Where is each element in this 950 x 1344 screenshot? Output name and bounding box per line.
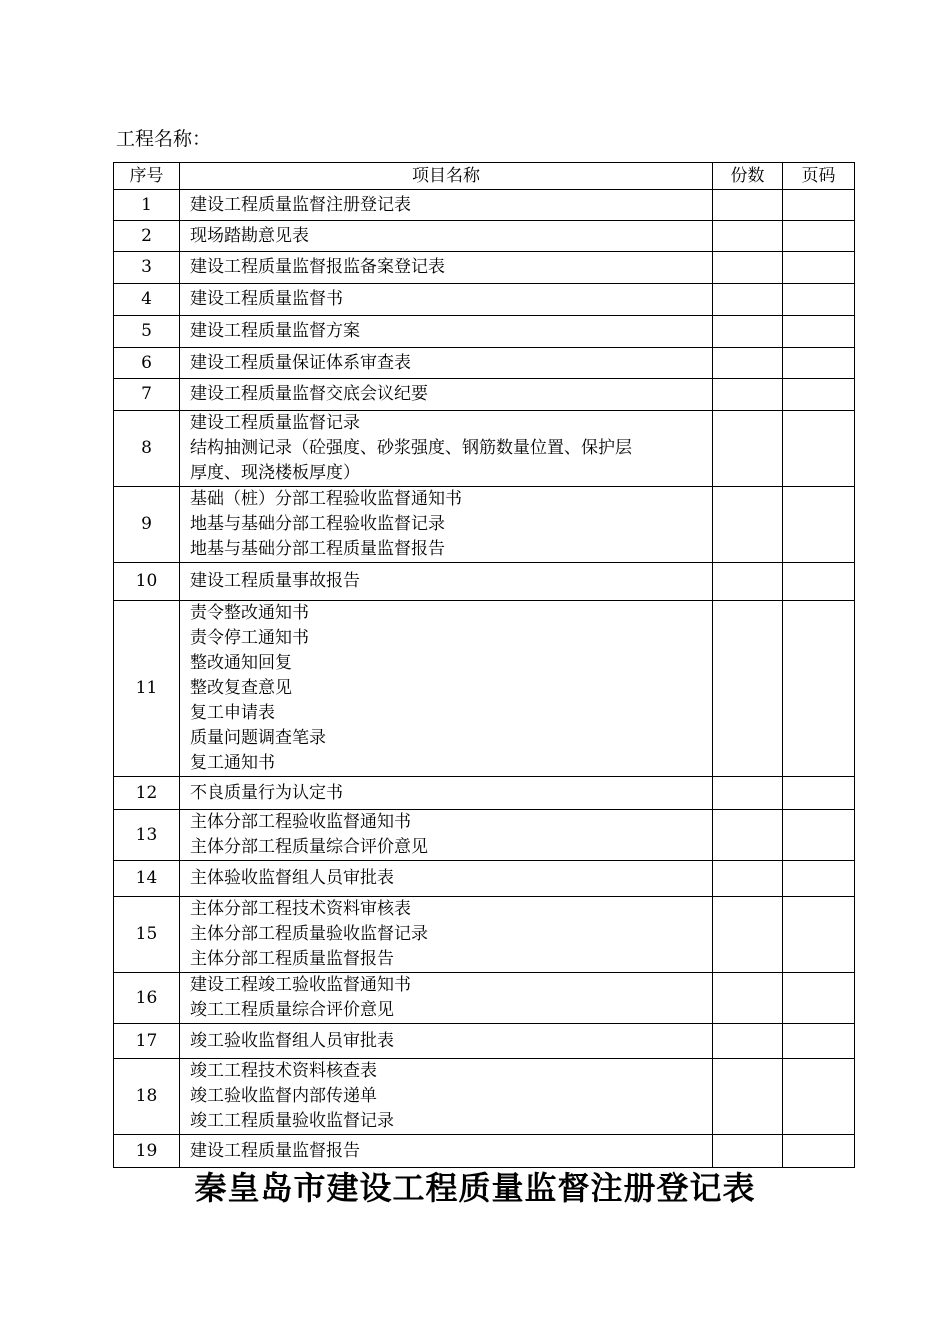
item-name-line: 主体分部工程验收监督通知书 (190, 812, 411, 832)
table-row (114, 411, 855, 487)
row-copies-cell (713, 379, 783, 411)
table-row (114, 861, 855, 897)
row-item-name (180, 973, 713, 1024)
row-page-number-cell (783, 810, 855, 861)
item-name-line: 现场踏勘意见表 (190, 225, 309, 246)
header-serial-number: 序号 (114, 163, 180, 190)
row-serial-number: 8 (114, 411, 180, 487)
row-item-name (180, 348, 713, 379)
row-serial-number: 16 (114, 973, 180, 1024)
table-row (114, 897, 855, 973)
row-item-name (180, 810, 713, 861)
row-copies-cell (713, 861, 783, 897)
row-page-number-cell (783, 190, 855, 221)
table-row (114, 1059, 855, 1135)
item-name-line: 竣工工程质量综合评价意见 (190, 1000, 394, 1020)
row-copies-cell (713, 973, 783, 1024)
table-row (114, 487, 855, 563)
item-name-line: 建设工程质量监督方案 (190, 321, 360, 341)
row-serial-number: 18 (114, 1059, 180, 1135)
row-page-number-cell (783, 897, 855, 973)
row-copies-cell (713, 252, 783, 284)
item-name-line: 整改通知回复 (190, 653, 292, 673)
row-item-name (180, 1135, 713, 1168)
table-body (114, 190, 855, 1168)
row-copies-cell (713, 1059, 783, 1135)
row-item-name (180, 379, 713, 411)
row-copies-cell (713, 348, 783, 379)
row-serial-number: 5 (114, 316, 180, 348)
row-copies-cell (713, 1135, 783, 1168)
row-copies-cell (713, 316, 783, 348)
row-copies-cell (713, 897, 783, 973)
row-serial-number: 17 (114, 1024, 180, 1059)
table-row (114, 379, 855, 411)
table-row (114, 348, 855, 379)
row-serial-number: 7 (114, 379, 180, 411)
table-row (114, 563, 855, 601)
row-item-name (180, 252, 713, 284)
row-page-number-cell (783, 316, 855, 348)
item-name-line: 竣工验收监督内部传递单 (190, 1086, 377, 1106)
item-name-line: 竣工验收监督组人员审批表 (190, 1030, 394, 1051)
row-item-name (180, 1059, 713, 1135)
row-item-name (180, 897, 713, 973)
item-name-line: 结构抽测记录（砼强度、砂浆强度、钢筋数量位置、保护层 (190, 438, 632, 458)
row-copies-cell (713, 777, 783, 810)
row-page-number-cell (783, 861, 855, 897)
row-item-name (180, 411, 713, 487)
item-name-line: 建设工程质量监督报告 (190, 1140, 360, 1161)
row-serial-number: 15 (114, 897, 180, 973)
row-item-name (180, 777, 713, 810)
row-page-number-cell (783, 487, 855, 563)
item-name-line: 主体分部工程质量监督报告 (190, 949, 394, 969)
row-serial-number: 13 (114, 810, 180, 861)
row-page-number-cell (783, 601, 855, 777)
item-name-line: 复工申请表 (190, 703, 275, 723)
row-serial-number: 11 (114, 601, 180, 777)
row-page-number-cell (783, 221, 855, 252)
table-row (114, 1135, 855, 1168)
row-page-number-cell (783, 411, 855, 487)
header-item-name: 项目名称 (180, 163, 713, 190)
table-header-row (114, 163, 855, 190)
item-name-line: 主体分部工程质量验收监督记录 (190, 924, 428, 944)
row-page-number-cell (783, 284, 855, 316)
item-name-line: 建设工程质量监督记录 (190, 413, 360, 433)
project-name-label: 工程名称： (116, 128, 212, 150)
row-copies-cell (713, 810, 783, 861)
row-copies-cell (713, 1024, 783, 1059)
item-name-line: 责令整改通知书 (190, 603, 309, 623)
item-name-line: 复工通知书 (190, 753, 275, 773)
header-copies: 份数 (713, 163, 783, 190)
item-name-line: 责令停工通知书 (190, 628, 309, 648)
item-name-line: 基础（桩）分部工程验收监督通知书 (190, 489, 462, 509)
row-page-number-cell (783, 1059, 855, 1135)
row-item-name (180, 221, 713, 252)
row-copies-cell (713, 284, 783, 316)
table-row (114, 221, 855, 252)
item-name-line: 竣工工程技术资料核查表 (190, 1061, 377, 1081)
table-row (114, 252, 855, 284)
document-index-table (113, 162, 855, 1168)
table-row (114, 1024, 855, 1059)
row-page-number-cell (783, 252, 855, 284)
table-row (114, 601, 855, 777)
row-page-number-cell (783, 1024, 855, 1059)
row-page-number-cell (783, 973, 855, 1024)
table-row (114, 973, 855, 1024)
table-row (114, 777, 855, 810)
table-row (114, 316, 855, 348)
row-page-number-cell (783, 379, 855, 411)
row-serial-number: 3 (114, 252, 180, 284)
row-page-number-cell (783, 348, 855, 379)
row-serial-number: 2 (114, 221, 180, 252)
row-item-name (180, 563, 713, 601)
row-copies-cell (713, 221, 783, 252)
row-copies-cell (713, 487, 783, 563)
table-row (114, 810, 855, 861)
row-item-name (180, 601, 713, 777)
row-serial-number: 19 (114, 1135, 180, 1168)
header-page-number: 页码 (783, 163, 855, 190)
row-serial-number: 9 (114, 487, 180, 563)
table-row (114, 284, 855, 316)
document-title: 秦皇岛市建设工程质量监督注册登记表 (194, 1169, 756, 1207)
item-name-line: 竣工工程质量验收监督记录 (190, 1111, 394, 1131)
row-serial-number: 1 (114, 190, 180, 221)
row-item-name (180, 861, 713, 897)
row-item-name (180, 1024, 713, 1059)
item-name-line: 厚度、现浇楼板厚度） (190, 463, 360, 483)
item-name-line: 质量问题调查笔录 (190, 728, 326, 748)
row-page-number-cell (783, 777, 855, 810)
row-copies-cell (713, 601, 783, 777)
row-item-name (180, 284, 713, 316)
row-serial-number: 6 (114, 348, 180, 379)
item-name-line: 建设工程质量监督书 (190, 289, 343, 309)
row-serial-number: 14 (114, 861, 180, 897)
row-serial-number: 10 (114, 563, 180, 601)
item-name-line: 建设工程质量事故报告 (190, 571, 360, 591)
item-name-line: 建设工程质量监督注册登记表 (190, 194, 411, 215)
item-name-line: 建设工程竣工验收监督通知书 (190, 975, 411, 995)
row-item-name (180, 316, 713, 348)
row-page-number-cell (783, 1135, 855, 1168)
item-name-line: 建设工程质量监督交底会议纪要 (190, 384, 428, 404)
row-page-number-cell (783, 563, 855, 601)
item-name-line: 主体分部工程质量综合评价意见 (190, 837, 428, 857)
row-item-name (180, 487, 713, 563)
item-name-line: 建设工程质量监督报监备案登记表 (190, 257, 445, 277)
item-name-line: 整改复查意见 (190, 678, 292, 698)
row-serial-number: 12 (114, 777, 180, 810)
item-name-line: 主体验收监督组人员审批表 (190, 868, 394, 888)
item-name-line: 地基与基础分部工程验收监督记录 (190, 514, 445, 534)
table-row (114, 190, 855, 221)
row-serial-number: 4 (114, 284, 180, 316)
item-name-line: 主体分部工程技术资料审核表 (190, 899, 411, 919)
item-name-line: 不良质量行为认定书 (190, 782, 343, 803)
item-name-line: 建设工程质量保证体系审查表 (190, 352, 411, 373)
row-copies-cell (713, 411, 783, 487)
row-copies-cell (713, 190, 783, 221)
row-item-name (180, 190, 713, 221)
item-name-line: 地基与基础分部工程质量监督报告 (190, 539, 445, 559)
row-copies-cell (713, 563, 783, 601)
